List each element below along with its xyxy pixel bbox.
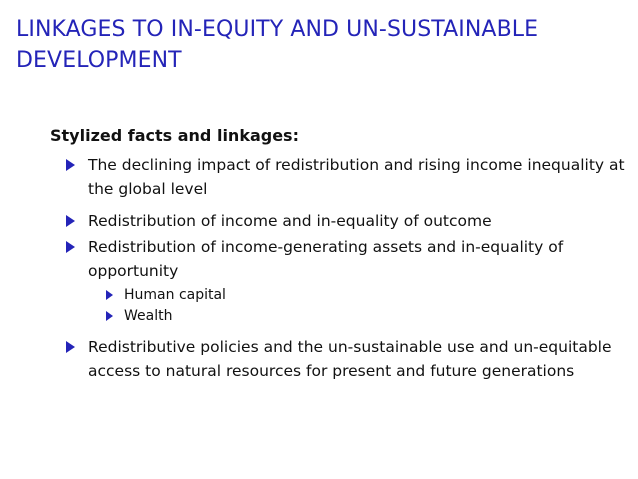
section-subtitle: Stylized facts and linkages: (50, 126, 299, 145)
triangle-bullet-icon (106, 290, 113, 300)
sub-list-item-text: Wealth (124, 308, 173, 324)
slide-title: LINKAGES TO IN-EQUITY AND UN-SUSTAINABLE DEVELOPMENT (16, 17, 539, 73)
triangle-bullet-icon (66, 159, 75, 171)
list-item-text: The declining impact of redistribution and rising income inequality at the global level (88, 156, 625, 198)
triangle-bullet-icon (66, 215, 75, 227)
list-item (66, 153, 626, 201)
bullet-list (66, 153, 626, 385)
list-item-text: Redistributive policies and the un-sustainable use and un-equitable access to natural resources for present and future generations (88, 338, 612, 380)
sub-bullet-list (88, 285, 626, 327)
list-item (66, 235, 626, 327)
triangle-bullet-icon (106, 311, 113, 321)
list-item-text: Redistribution of income and in-equality of outcome (88, 212, 492, 230)
sub-list-item-text: Human capital (124, 287, 226, 303)
triangle-bullet-icon (66, 341, 75, 353)
sub-list-item (106, 306, 626, 327)
list-item-text: Redistribution of income-generating assets and in-equality of opportunity (88, 238, 564, 280)
list-item (66, 335, 626, 383)
list-item (66, 209, 626, 233)
sub-list-item (106, 285, 626, 306)
triangle-bullet-icon (66, 241, 75, 253)
